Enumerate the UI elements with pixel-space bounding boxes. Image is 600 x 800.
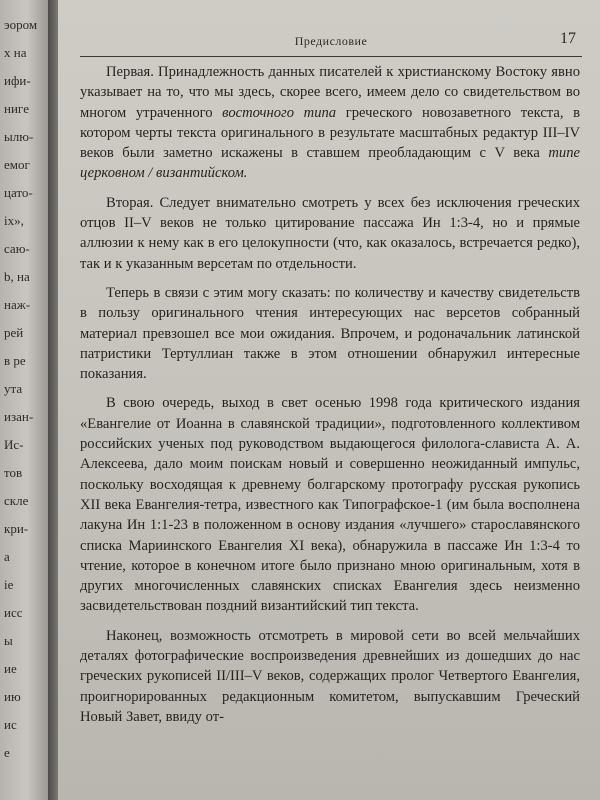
- facing-page-fragment: ута: [4, 381, 23, 396]
- page-number: 17: [560, 30, 576, 47]
- facing-page-fragment: тов: [4, 465, 23, 480]
- facing-page-fragment: саю-: [4, 241, 30, 256]
- facing-page-fragment: ие: [4, 661, 17, 676]
- text-run: Наконец, возможность отсмотреть в мировой сети во всей мельчайших деталях фотографические воспроизведения древнейших из дошедших до нас греческих рукописей II/III–V веков, содержащих пролог Четвертого Евангелия, проигнорированных редакционным комитетом, выпускавшим Греческий Новый Завет, ввиду от-: [80, 627, 580, 725]
- facing-page-fragment: a: [4, 549, 10, 564]
- paragraph: [80, 62, 580, 184]
- facing-page-fragment: Иc-: [4, 437, 24, 452]
- facing-page-fragment: наж-: [4, 297, 31, 312]
- facing-page-fragment: рей: [4, 325, 24, 340]
- text-run: греческого новозаветного текста, в котором черты текста оригинального в результате масштабных редактур III–IV веков были заметно искажены в ставшем преобладающим с V века: [80, 104, 580, 162]
- italic-run: типе церковном / византийском.: [80, 145, 580, 182]
- paragraph: [80, 393, 580, 616]
- facing-page-fragment: нигe: [4, 101, 30, 116]
- facing-page-fragment: e: [4, 745, 10, 760]
- running-title: Предисловие: [294, 34, 368, 48]
- facing-page-fragment: ылю-: [4, 129, 34, 144]
- paragraph: [80, 193, 580, 274]
- facing-page-fragment: цато-: [4, 185, 33, 200]
- text-run: Первая. Принадлежность данных писателей к христианскому Востоку явно указывает на то, что мы здесь, скорее всего, имеем дело со свидетельством во многом утраченного: [80, 64, 580, 121]
- facing-page-edge: [0, 0, 48, 800]
- running-head: [80, 30, 582, 57]
- paragraph: [80, 626, 580, 727]
- facing-page-fragment: ифи-: [4, 73, 31, 88]
- facing-page-fragment: емог: [4, 157, 30, 172]
- facing-page-fragment: b, на: [4, 269, 30, 284]
- facing-page-fragment: иc: [4, 717, 17, 732]
- facing-page-fragment: эором: [4, 17, 38, 32]
- text-run: Вторая. Следует внимательно смотреть у всех без исключения греческих отцов II–V веков не только цитирование пассажа Ин 1:3-4, но и прямые аллюзии к нему как в его целокупности (что, как оказалось, встречается редко), так и к указанным версетам по отдельности.: [80, 194, 580, 272]
- italic-run: восточного типа: [222, 104, 337, 121]
- facing-page-fragment: ию: [4, 689, 21, 704]
- facing-page-fragment: iх»,: [4, 213, 24, 228]
- book-gutter: [48, 0, 58, 800]
- text-run: В свою очередь, выход в свет осенью 1998 года критического издания «Евангелие от Иоанна в славянской традиции», подготовленного коллективом российских ученых под руководством выдающегося филолога-слависта А. А. Алексеева, дало моим поискам новый и совершенно неожиданный импульс, поскольку восходящая к древнему болгарскому протографу русская рукопись XII века Евангелия-тетра, известного как Типографское-1 (им была восполнена лакуна Ин 1:1-23 в положенном в основу издания «лучшего» старославянского списка Мариинского Евангелия XI века), обнаружила в пассаже Ин 1:3-4 то чтение, которое в конечном итоге было признано мною оригинальным, хотя в других многочисленных славянских списках Евангелия здесь неизменно засвидетельствован поздний византийский тип текста.: [80, 395, 580, 615]
- body-text: [80, 62, 580, 736]
- facing-page-fragment: иcс: [4, 605, 23, 620]
- facing-page-fragment: ы: [4, 633, 13, 648]
- paragraph: [80, 283, 580, 384]
- facing-page-fragment: кpи-: [4, 521, 29, 536]
- text-run: Теперь в связи с этим могу сказать: по количеству и качеству свидетельств в пользу оригинального чтения интересующих нас версетов собранный материал превзошел все мои ожидания. Впрочем, и родоначальник латинской патристики Тертуллиан также в этом отношении обнаружил интересные показания.: [80, 284, 580, 383]
- facing-page-fragment: в ре: [4, 353, 26, 368]
- book-page: [58, 0, 600, 800]
- facing-page-fragment: изан-: [4, 409, 34, 424]
- facing-page-fragment: х на: [4, 45, 27, 60]
- facing-page-fragment: скле: [4, 493, 29, 508]
- facing-page-fragment: ie: [4, 577, 14, 592]
